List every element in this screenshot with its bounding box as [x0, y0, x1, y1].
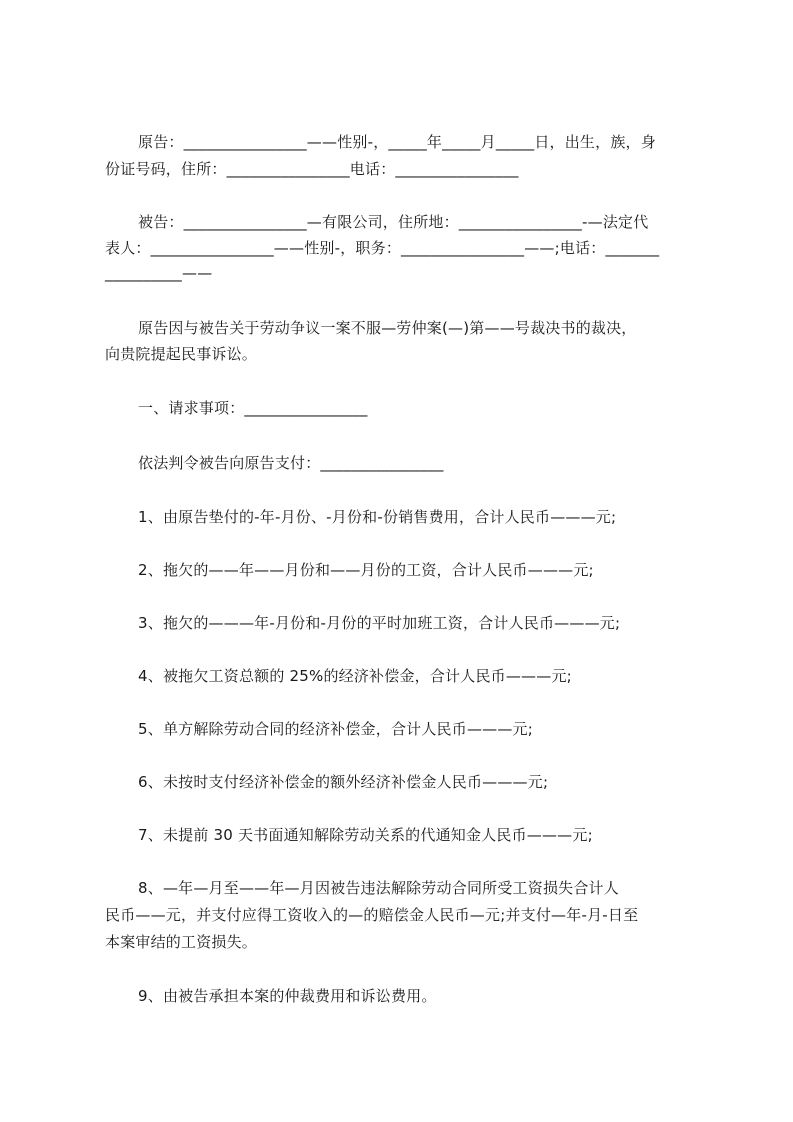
- claim-item-3: 3、拖欠的———年-月份和-月份的平时加班工资，合计人民币———元;: [138, 614, 621, 632]
- claim-item-4: 4、被拖欠工资总额的 25%的经济补偿金，合计人民币———元;: [138, 667, 572, 685]
- defendant-line-3: __________——: [105, 264, 213, 282]
- claim-item-8-line-3: 本案审结的工资损失。: [105, 933, 258, 951]
- claim-item-5: 5、单方解除劳动合同的经济补偿金，合计人民币———元;: [138, 720, 533, 738]
- claim-item-8-line-1: 8、—年—月至——年—月因被告违法解除劳动合同所受工资损失合计人: [138, 879, 619, 897]
- defendant-line-1: 被告：________________—有限公司，住所地：________________-—法定代: [138, 213, 649, 231]
- claim-item-6: 6、未按时支付经济补偿金的额外经济补偿金人民币———元;: [138, 773, 549, 791]
- payment-intro: 依法判令被告向原告支付：________________: [138, 454, 444, 472]
- claim-item-2: 2、拖欠的——年——月份和——月份的工资，合计人民币———元;: [138, 561, 594, 579]
- plaintiff-line-2: 份证号码，住所：________________电话：________________: [105, 160, 519, 178]
- intro-line-2: 向贵院提起民事诉讼。: [105, 345, 258, 363]
- claims-heading: 一、请求事项：________________: [138, 399, 368, 417]
- claim-item-1: 1、由原告垫付的-年-月份、-月份和-份销售费用，合计人民币———元;: [138, 508, 617, 526]
- claim-item-9: 9、由被告承担本案的仲裁费用和诉讼费用。: [138, 987, 437, 1005]
- defendant-line-2: 表人：________________——性别-，职务：________________——;电话：_______: [105, 239, 660, 257]
- intro-line-1: 原告因与被告关于劳动争议一案不服—劳仲案(—)第——号裁决书的裁决，: [138, 319, 637, 337]
- plaintiff-line-1: 原告：________________——性别-，_____年_____月_____日，出生，族，身: [138, 133, 656, 151]
- claim-item-8-line-2: 民币——元，并支付应得工资收入的—的赔偿金人民币—元;并支付—年-月-日至: [105, 906, 639, 924]
- claim-item-7: 7、未提前 30 天书面通知解除劳动关系的代通知金人民币———元;: [138, 826, 593, 844]
